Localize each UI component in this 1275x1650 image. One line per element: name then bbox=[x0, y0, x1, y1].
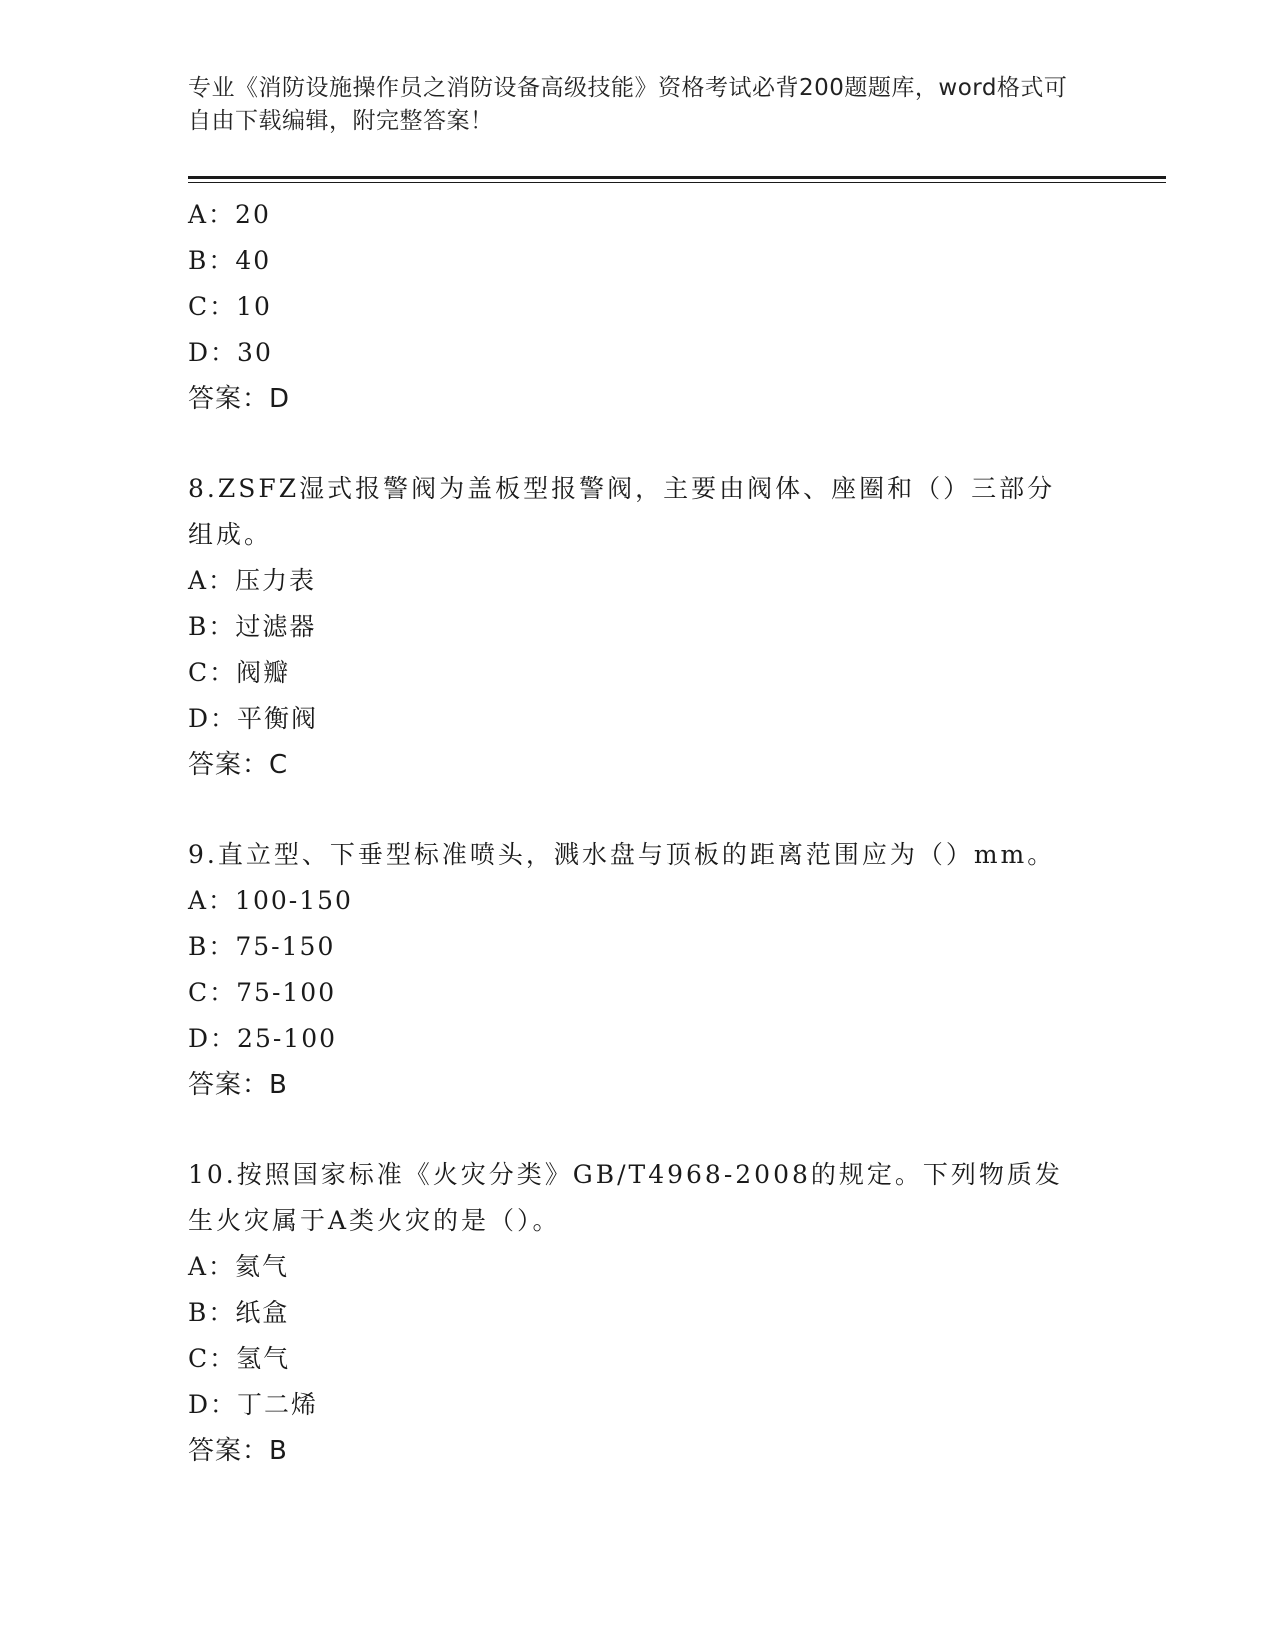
option-d: D：平衡阀 bbox=[188, 704, 319, 733]
page-header: 专业《消防设施操作员之消防设备高级技能》资格考试必背200题题库，word格式可自由下载编辑，附完整答案！ bbox=[188, 75, 1068, 134]
option-b: B：75-150 bbox=[188, 932, 336, 961]
question-list bbox=[188, 192, 1078, 1474]
answer-line: 答案：C bbox=[188, 750, 289, 780]
answer-line: 答案：D bbox=[188, 384, 291, 414]
header-divider-thick bbox=[188, 176, 1166, 179]
option-c: C：氢气 bbox=[188, 1344, 291, 1373]
question-text: 10.按照国家标准《火灾分类》GB/T4968-2008的规定。下列物质发生火灾属于A类火灾的是（）。 bbox=[188, 1160, 1063, 1235]
spacer bbox=[188, 422, 1078, 466]
option-b: B：纸盒 bbox=[188, 1298, 290, 1327]
spacer bbox=[188, 788, 1078, 832]
option-d: D：丁二烯 bbox=[188, 1390, 319, 1419]
question-block-9 bbox=[188, 832, 1078, 1108]
option-c: C：75-100 bbox=[188, 978, 337, 1007]
answer-line: 答案：B bbox=[188, 1436, 288, 1466]
option-d: D：25-100 bbox=[188, 1024, 338, 1053]
header-divider-thin bbox=[188, 182, 1166, 183]
question-text: 8.ZSFZ湿式报警阀为盖板型报警阀，主要由阀体、座圈和（）三部分组成。 bbox=[188, 474, 1056, 549]
option-b: B：过滤器 bbox=[188, 612, 317, 641]
option-c: C：10 bbox=[188, 292, 272, 321]
option-d: D：30 bbox=[188, 338, 273, 367]
option-b: B：40 bbox=[188, 246, 272, 275]
question-block-10 bbox=[188, 1152, 1078, 1474]
option-a: A：压力表 bbox=[188, 566, 317, 595]
question-text: 9.直立型、下垂型标准喷头，溅水盘与顶板的距离范围应为（）mm。 bbox=[188, 840, 1056, 869]
option-a: A：100-150 bbox=[188, 886, 353, 915]
question-block-7 bbox=[188, 192, 1078, 422]
question-block-8 bbox=[188, 466, 1078, 788]
option-a: A：氦气 bbox=[188, 1252, 290, 1281]
option-c: C：阀瓣 bbox=[188, 658, 291, 687]
answer-line: 答案：B bbox=[188, 1070, 288, 1100]
spacer bbox=[188, 1108, 1078, 1152]
option-a: A：20 bbox=[188, 200, 271, 229]
